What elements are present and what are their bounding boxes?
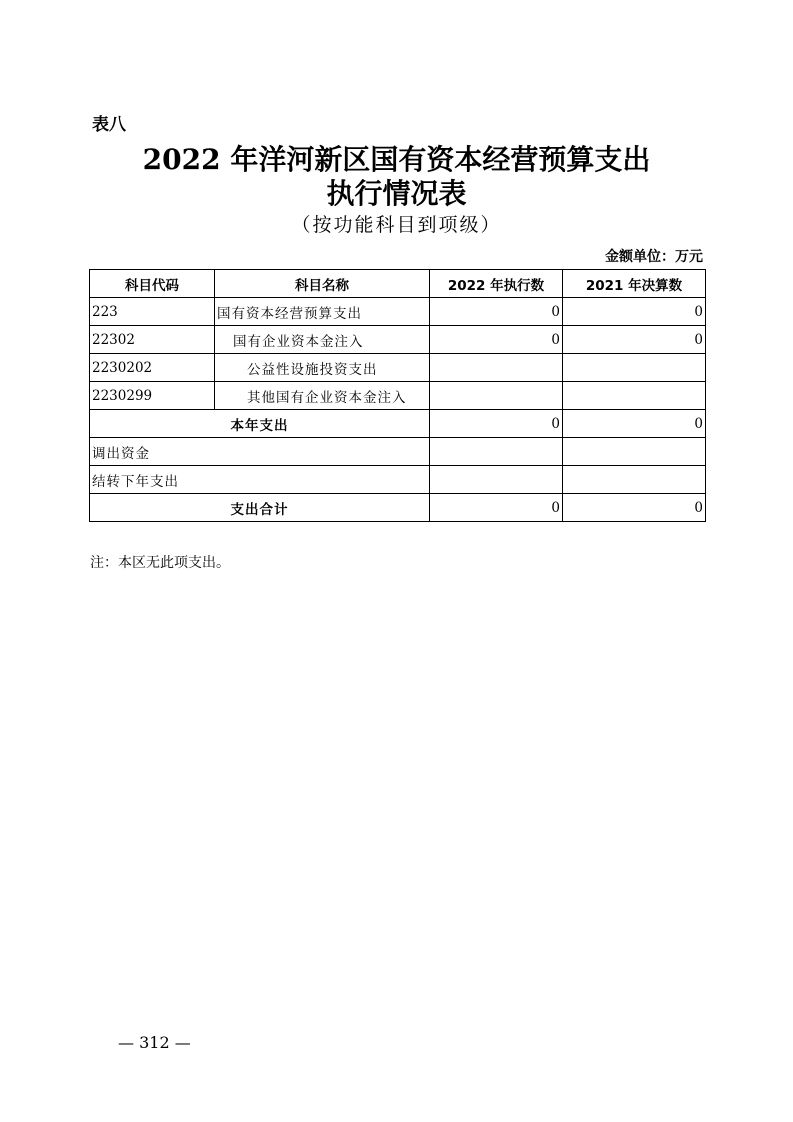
table-row [90, 354, 706, 382]
summary-value-2022 [430, 438, 563, 466]
summary-value-2022: 0 [430, 494, 563, 522]
footnote: 注：本区无此项支出。 [90, 555, 230, 571]
header-name: 科目名称 [215, 270, 430, 298]
row-value-2022: 0 [430, 326, 563, 354]
table-row [90, 326, 706, 354]
summary-value-2021: 0 [563, 410, 706, 438]
amount-unit: 金额单位：万元 [605, 249, 703, 265]
summary-row-total [90, 494, 706, 522]
row-value-2021: 0 [563, 326, 706, 354]
row-value-2022 [430, 354, 563, 382]
summary-label: 结转下年支出 [90, 466, 430, 494]
table-label: 表八 [92, 115, 126, 135]
row-value-2021 [563, 382, 706, 410]
summary-label: 调出资金 [90, 438, 430, 466]
summary-value-2022 [430, 466, 563, 494]
summary-row-carry-forward [90, 466, 706, 494]
header-row [90, 270, 706, 298]
summary-row-annual-expenditure [90, 410, 706, 438]
header-2022: 2022 年执行数 [430, 270, 563, 298]
document-subtitle: （按功能科目到项级） [291, 214, 502, 236]
document-title-line2: 执行情况表 [326, 177, 467, 210]
row-code: 223 [90, 298, 215, 326]
row-name: 国有资本经营预算支出 [215, 298, 430, 326]
summary-label: 本年支出 [90, 410, 430, 438]
row-code: 22302 [90, 326, 215, 354]
row-value-2021 [563, 354, 706, 382]
summary-value-2021 [563, 438, 706, 466]
summary-label: 支出合计 [90, 494, 430, 522]
summary-row-transfer-out [90, 438, 706, 466]
summary-value-2022: 0 [430, 410, 563, 438]
row-name: 其他国有企业资本金注入 [215, 382, 430, 410]
row-code: 2230299 [90, 382, 215, 410]
header-code: 科目代码 [90, 270, 215, 298]
page-number: — 312 — [118, 1033, 191, 1052]
header-2021: 2021 年决算数 [563, 270, 706, 298]
summary-value-2021 [563, 466, 706, 494]
budget-table [89, 269, 706, 522]
row-code: 2230202 [90, 354, 215, 382]
document-title-line1: 2022 年洋河新区国有资本经营预算支出 [142, 143, 651, 176]
summary-value-2021: 0 [563, 494, 706, 522]
row-value-2022 [430, 382, 563, 410]
table-row [90, 298, 706, 326]
row-name: 国有企业资本金注入 [215, 326, 430, 354]
row-name: 公益性设施投资支出 [215, 354, 430, 382]
table-row [90, 382, 706, 410]
row-value-2022: 0 [430, 298, 563, 326]
row-value-2021: 0 [563, 298, 706, 326]
